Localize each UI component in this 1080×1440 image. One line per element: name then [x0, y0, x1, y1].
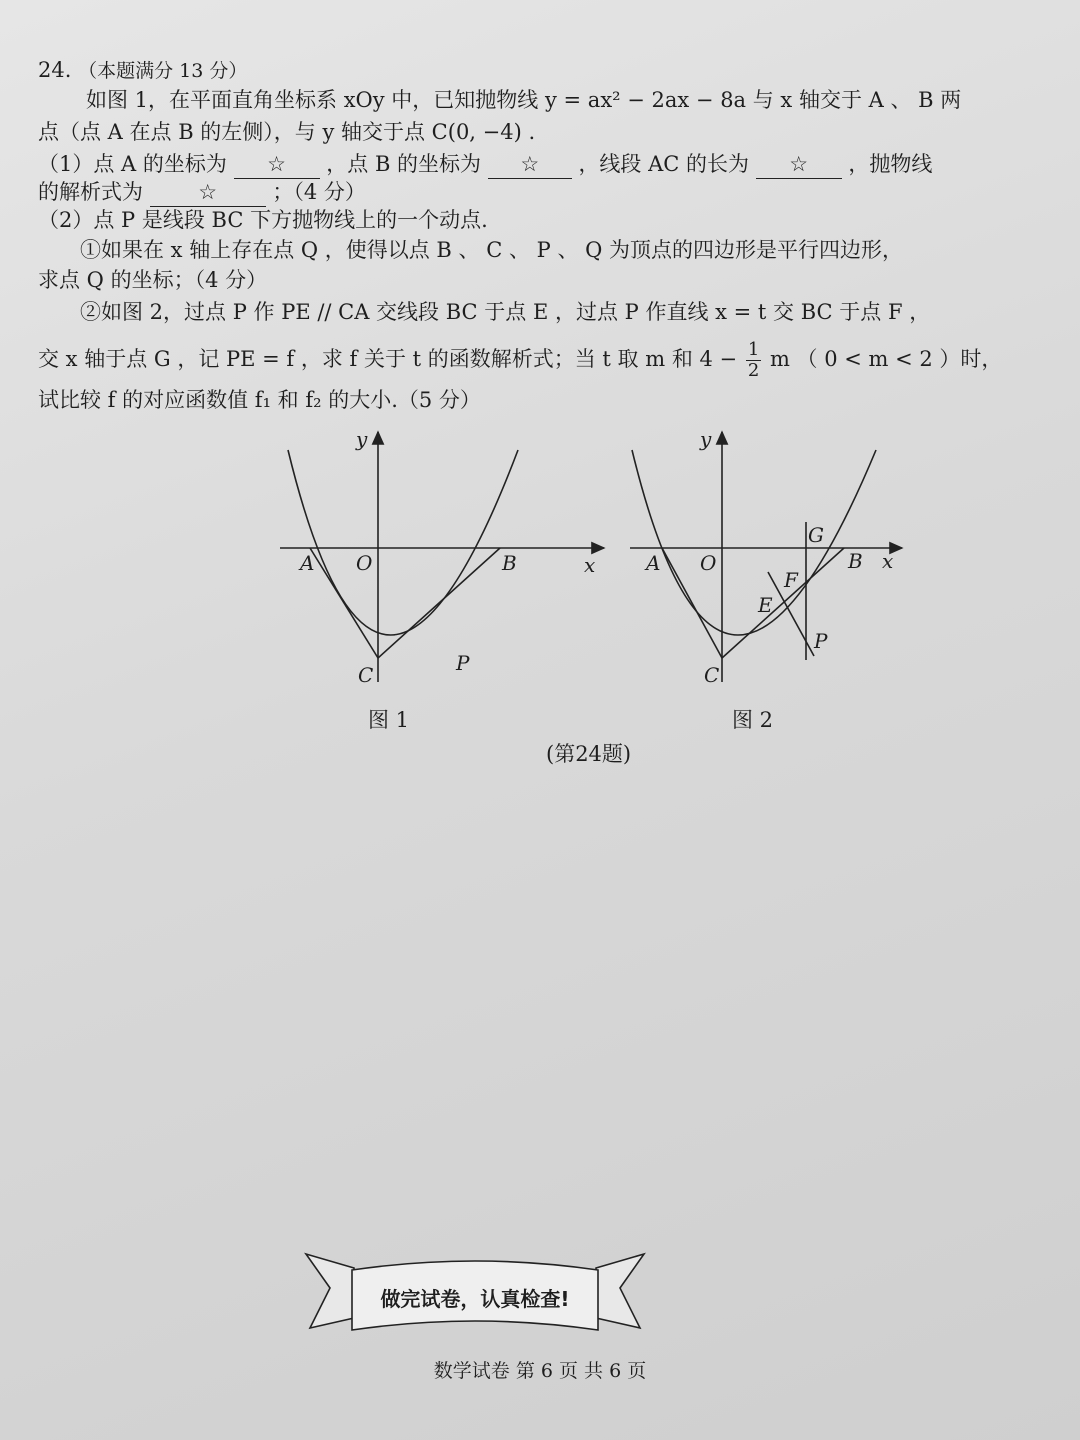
sub2-text-a: 交 x 轴于点 G ，记 PE = f ，求 f 关于 t 的函数解析式；当 t 取 m 和 4 −: [38, 347, 738, 371]
figure-2-caption: 图 2: [732, 708, 774, 732]
fig2-label-E: E: [758, 593, 773, 617]
intro-line-1: 如图 1，在平面直角坐标系 xOy 中，已知抛物线 y = ax² − 2ax − 8a 与 x 轴交于 A 、 B 两: [86, 88, 962, 112]
part1-text-f: ；（4 分）: [272, 180, 366, 204]
fig1-label-y: y: [356, 427, 368, 451]
answer-blank-AC[interactable]: ☆: [756, 150, 842, 179]
part1-line-2: [38, 178, 366, 207]
figures-svg: [270, 420, 910, 780]
part1-line-1: [38, 150, 932, 179]
reminder-banner: [300, 1248, 650, 1344]
fig2-label-C: C: [704, 663, 720, 687]
fig2-label-y: y: [700, 427, 712, 451]
part2-intro: （2）点 P 是线段 BC 下方抛物线上的一个动点.: [38, 208, 488, 232]
fig1-label-O: O: [356, 551, 373, 575]
answer-blank-parabola[interactable]: ☆: [150, 178, 266, 207]
part1-text-c: ，线段 AC 的长为: [578, 152, 750, 176]
fraction-one-half: [746, 340, 761, 381]
fig1-label-B: B: [502, 551, 517, 575]
banner-left-tail: [306, 1254, 354, 1328]
fig2-label-G: G: [808, 523, 824, 547]
answer-blank-A[interactable]: ☆: [234, 150, 320, 179]
sub2-line-3: 试比较 f 的对应函数值 f₁ 和 f₂ 的大小.（5 分）: [38, 388, 481, 412]
fig1-label-P: P: [456, 651, 470, 675]
banner-text: 做完试卷，认真检查!: [380, 1287, 570, 1311]
question-figure-caption: (第24题): [546, 742, 632, 766]
question-number: 24.: [38, 58, 72, 82]
fig1-label-A: A: [300, 551, 315, 575]
score-note: （本题满分 13 分）: [78, 60, 248, 82]
fig1-label-x: x: [584, 553, 596, 577]
intro-line-2: 点（点 A 在点 B 的左侧），与 y 轴交于点 C(0, −4) .: [38, 120, 536, 144]
sub1-line-2: 求点 Q 的坐标；（4 分）: [38, 268, 268, 292]
sub2-line-1: ②如图 2，过点 P 作 PE // CA 交线段 BC 于点 E ，过点 P 作直线 x = t 交 BC 于点 F ，: [80, 300, 931, 324]
sub2-text-b: m （ 0 < m < 2 ）时，: [769, 347, 1003, 371]
page-footer: 数学试卷 第 6 页 共 6 页: [433, 1360, 647, 1382]
question-header: [38, 56, 247, 85]
fig1-parabola: [288, 450, 518, 635]
fig2-label-x: x: [882, 549, 894, 573]
fraction-numerator: 1: [747, 339, 760, 360]
part1-text-a: （1）点 A 的坐标为: [38, 152, 227, 176]
answer-blank-B[interactable]: ☆: [488, 150, 572, 179]
banner-right-tail: [596, 1254, 644, 1328]
fig1-segment-BC: [378, 548, 500, 658]
fig2-label-P: P: [814, 629, 828, 653]
figure-1-caption: 图 1: [368, 708, 410, 732]
sub2-line-2: [38, 340, 1002, 381]
fig2-label-B: B: [848, 549, 863, 573]
fraction-denominator: 2: [747, 360, 760, 381]
part1-text-d: ，抛物线: [848, 152, 933, 176]
fig1-label-C: C: [358, 663, 374, 687]
part1-text-e: 的解析式为: [38, 180, 143, 204]
sub1-line-1: ①如果在 x 轴上存在点 Q ，使得以点 B 、 C 、 P 、 Q 为顶点的四边形是平行四边形，: [80, 238, 904, 262]
fig2-label-A: A: [646, 551, 661, 575]
fig2-label-O: O: [700, 551, 717, 575]
fig2-parabola: [632, 450, 876, 635]
fig2-label-F: F: [784, 568, 798, 592]
part1-text-b: ，点 B 的坐标为: [326, 152, 482, 176]
